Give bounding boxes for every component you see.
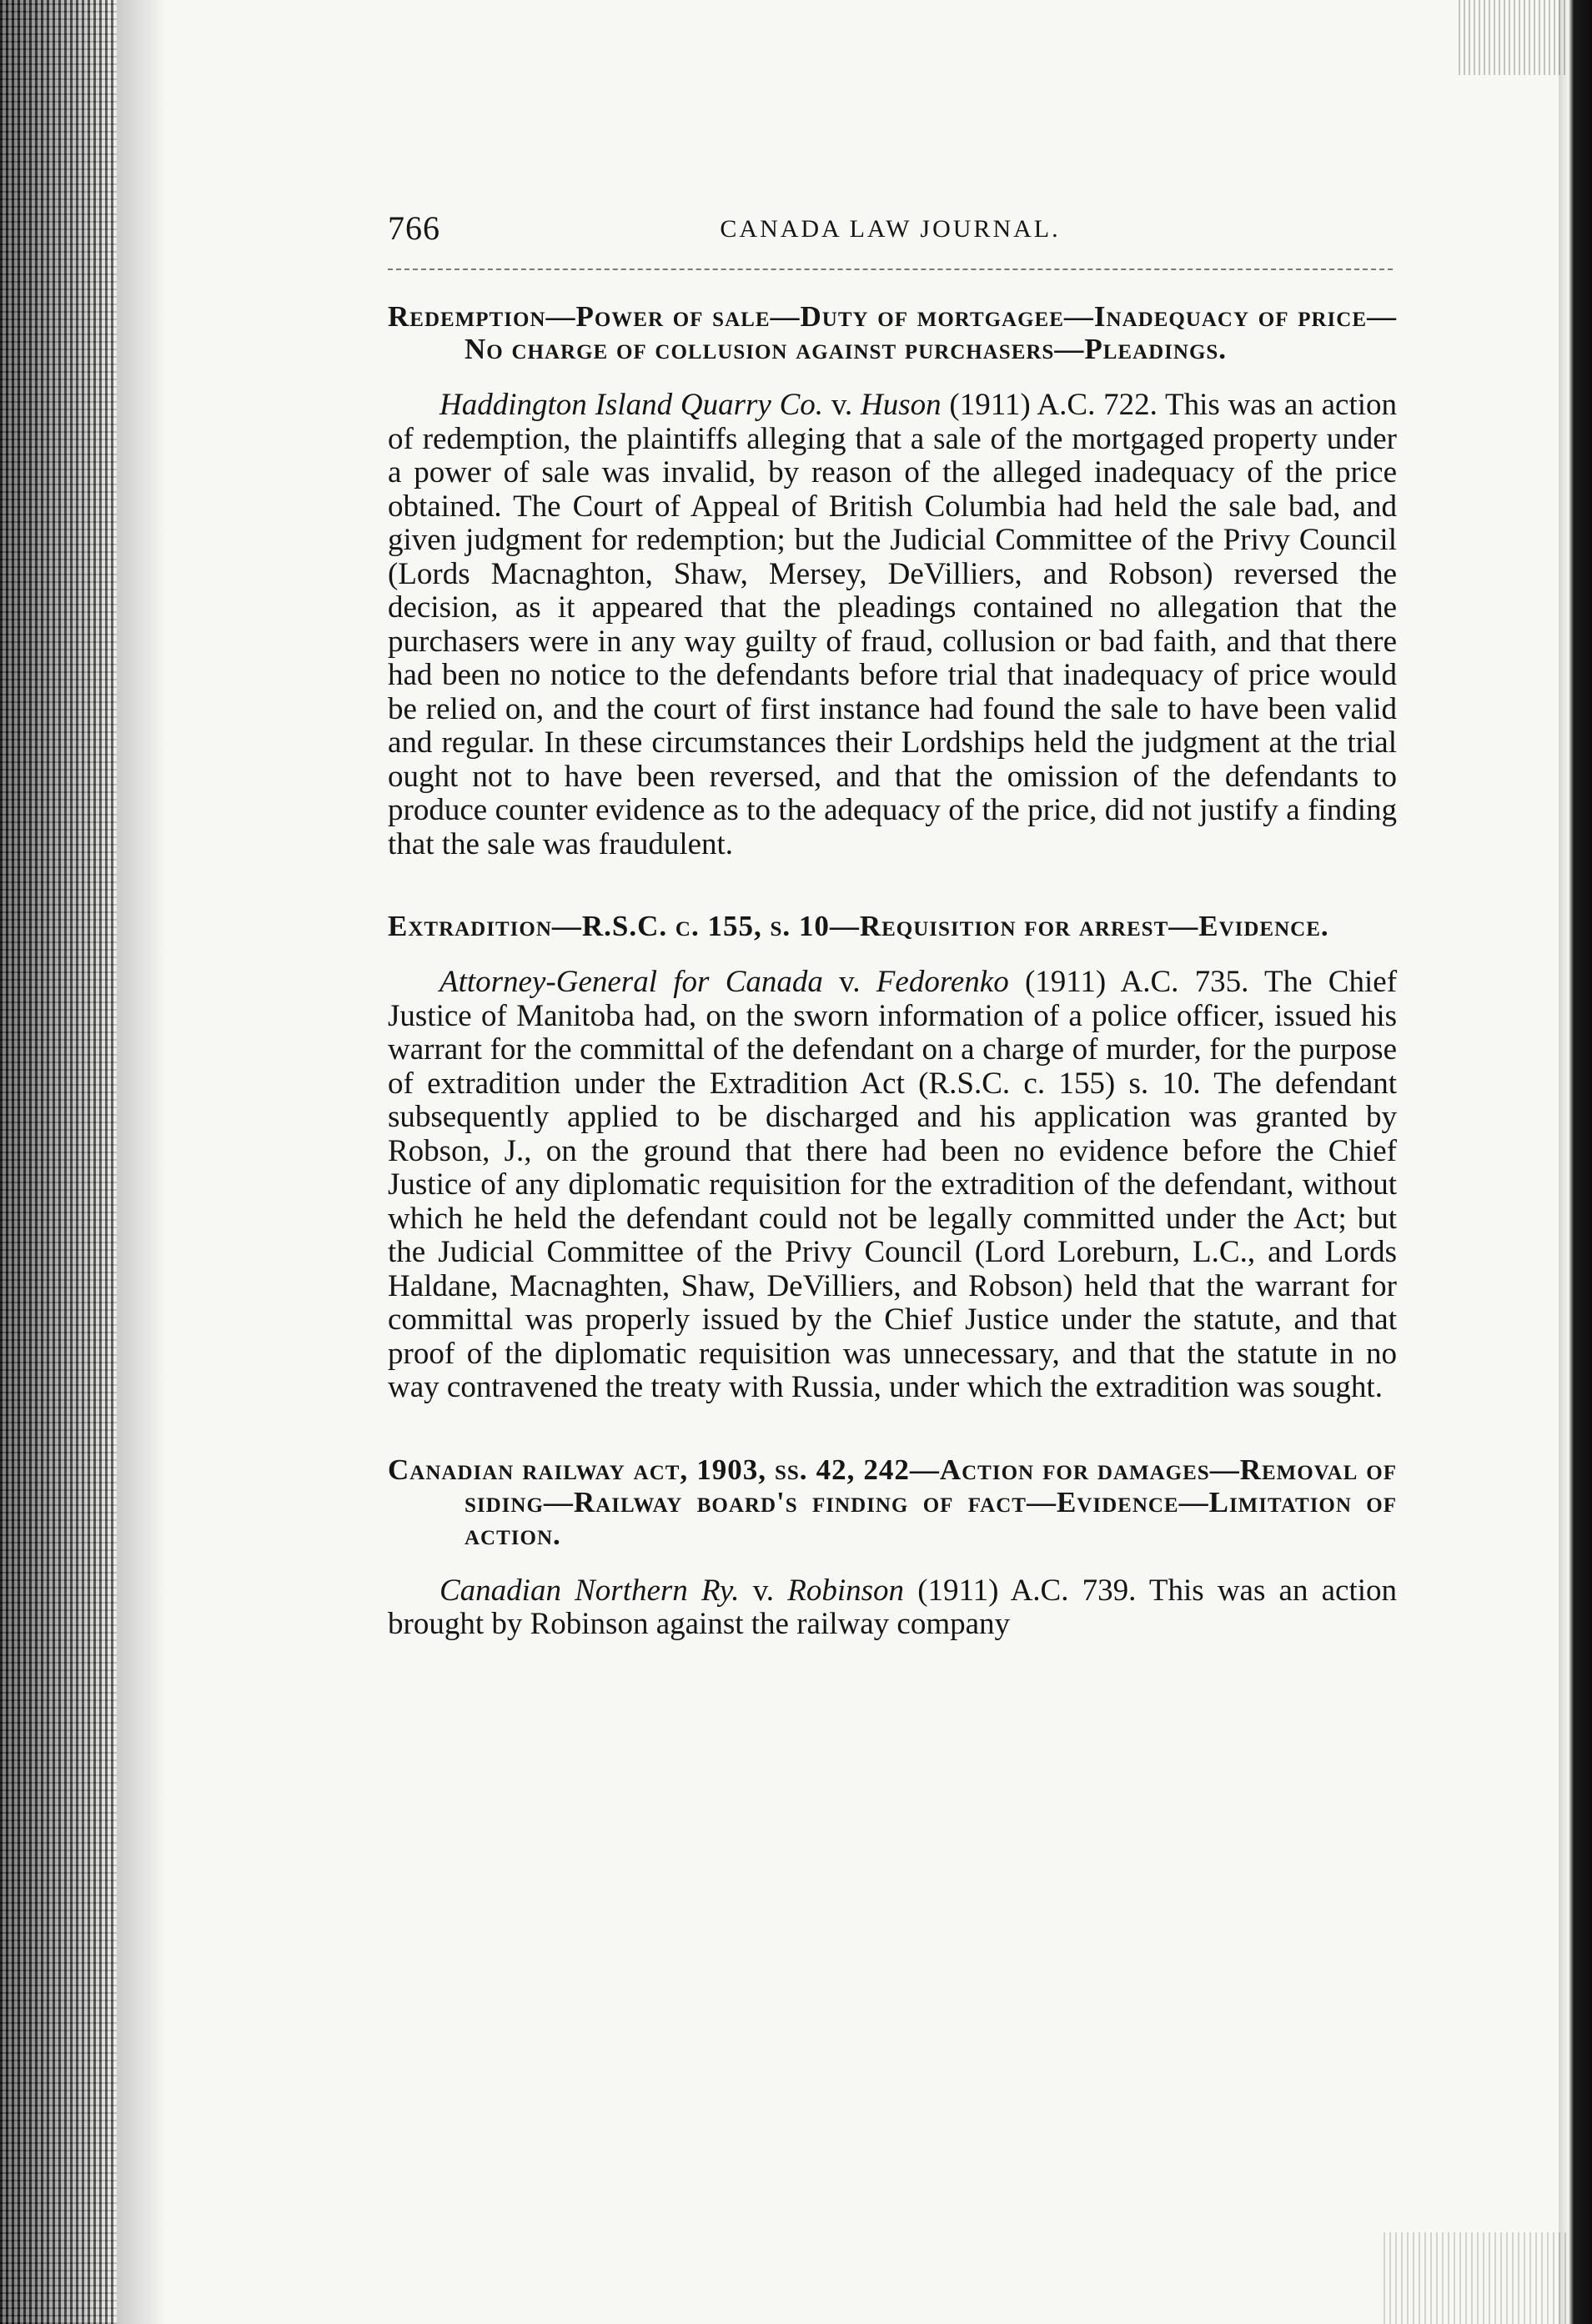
section-heading: Canadian railway act, 1903, ss. 42, 242—Action for damages—Removal of siding—Railway board's finding of fact—Evidence—Limitation of action. — [388, 1453, 1397, 1551]
case-body: This was an action brought by Robinson against the railway company — [388, 1573, 1398, 1641]
scan-artifact-top — [1459, 0, 1567, 75]
page-content — [388, 300, 1397, 1642]
case-note-1 — [388, 300, 1397, 861]
case-paragraph — [388, 389, 1397, 861]
case-note-3 — [388, 1453, 1397, 1642]
journal-title: CANADA LAW JOURNAL. — [720, 215, 1061, 243]
page-binding-shadow — [117, 0, 167, 2324]
case-versus: v. — [839, 965, 861, 999]
case-versus: v. — [831, 388, 853, 422]
case-paragraph — [388, 966, 1397, 1405]
header-rule — [388, 269, 1393, 270]
running-head — [388, 208, 1393, 250]
case-note-2 — [388, 910, 1397, 1405]
case-name: Attorney-General for Canada — [439, 965, 823, 999]
case-versus: v. — [752, 1573, 775, 1608]
case-name: Haddington Island Quarry Co. — [439, 388, 824, 422]
scan-artifact-bottom — [1384, 2232, 1567, 2324]
section-heading: Extradition—R.S.C. c. 155, s. 10—Requisition for arrest—Evidence. — [388, 910, 1329, 942]
case-name: Canadian Northern Ry. — [439, 1573, 740, 1608]
case-citation: (1911) A.C. 739. — [917, 1573, 1137, 1608]
case-party: Robinson — [787, 1573, 905, 1608]
page-right-edge — [1559, 0, 1592, 2324]
case-citation: (1911) A.C. 735. — [1024, 965, 1249, 999]
case-citation: (1911) A.C. 722. — [949, 388, 1158, 422]
section-heading: Redemption—Power of sale—Duty of mortgagee—Inadequacy of price—No charge of collusion against purchasers—Pleadings. — [388, 300, 1397, 365]
case-party: Huson — [860, 388, 942, 422]
page-number: 766 — [388, 209, 440, 247]
case-body: The Chief Justice of Manitoba had, on the sworn information of a police officer, issued his warrant for the committal of the defendant on a charge of murder, for the purpose of extradition under the Extradition Act (R.S.C. c. 155) s. 10. The defendant subsequently applied to be discharged and his application was granted by Robson, J., on the ground that there had been no evidence before the Chief Justice of any diplomatic requisition for the extradition of the defendant, without which he held the defendant could not be legally committed under the Act; but the Judicial Committee of the Privy Council (Lord Loreburn, L.C., and Lords Haldane, Macnaghten, Shaw, DeVilliers, and Robson) held that the warrant for committal was properly issued by the Chief Justice under the statute, and that proof of the diplomatic requisition was unnecessary, and that the statute in no way contravened the treaty with Russia, under which the extradition was sought. — [388, 965, 1398, 1404]
case-body: This was an action of redemption, the plaintiffs alleging that a sale of the mortgaged property under a power of sale was invalid, by reason of the alleged inadequacy of the price obtained. The Court of Appeal of British Columbia had held the sale bad, and given judgment for redemption; but the Judicial Committee of the Privy Council (Lords Macnaghton, Shaw, Mersey, DeVilliers, and Robson) reversed the decision, as it appeared that the pleadings contained no allegation that the purchasers were in any way guilty of fraud, collusion or bad faith, and that there had been no notice to the defendants before trial that inadequacy of price would be relied on, and the court of first instance had found the sale to have been valid and regular. In these circumstances their Lordships held the judgment at the trial ought not to have been reversed, and that the omission of the defendants to produce counter evidence as to the adequacy of the price, did not justify a finding that the sale was fraudulent. — [388, 388, 1398, 861]
page-binding-edge — [0, 0, 117, 2324]
case-paragraph — [388, 1574, 1397, 1642]
case-party: Fedorenko — [876, 965, 1009, 999]
